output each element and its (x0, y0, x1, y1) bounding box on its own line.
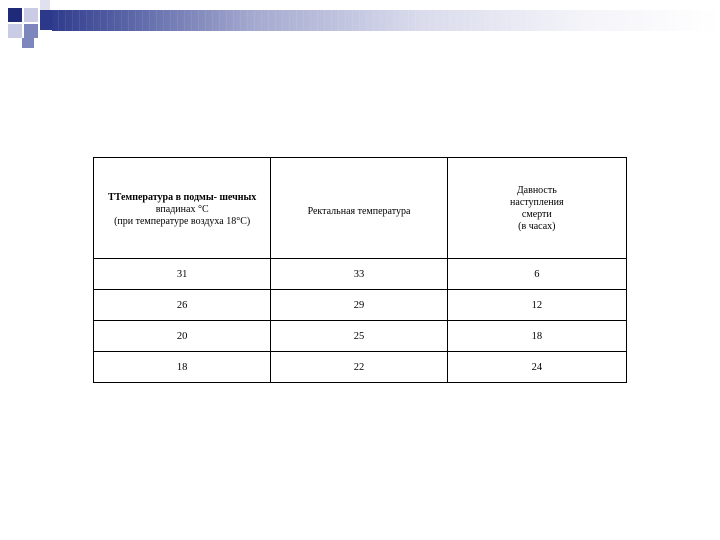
table-header-row (94, 158, 627, 259)
header-line: наступления (510, 197, 564, 208)
header-rectal-temperature (271, 158, 447, 259)
header-time-since-death (447, 158, 626, 259)
header-line: Ректальная температура (307, 206, 411, 217)
table-row (94, 321, 627, 352)
table-cell: 12 (447, 290, 626, 321)
table-cell: 25 (271, 321, 447, 352)
table-cell: 26 (94, 290, 271, 321)
table-cell: 18 (94, 352, 271, 383)
header-gradient-bar (52, 10, 720, 31)
table-row (94, 259, 627, 290)
table-row (94, 352, 627, 383)
table-cell: 29 (271, 290, 447, 321)
header-square-light (8, 24, 22, 38)
header-line: смерти (521, 209, 552, 220)
table-cell: 6 (447, 259, 626, 290)
table-cell: 20 (94, 321, 271, 352)
header-line: впадинах °С (155, 204, 209, 215)
header-line: (в часах) (518, 221, 556, 232)
table-cell: 22 (271, 352, 447, 383)
header-square-light (24, 8, 38, 22)
table-row (94, 290, 627, 321)
header-line: Давность (516, 185, 557, 196)
table-cell: 24 (447, 352, 626, 383)
header-square-mid (22, 38, 34, 48)
data-table (93, 157, 627, 383)
header-square-mid (24, 24, 38, 38)
header-square-light (40, 0, 50, 10)
header-armpit-temperature (94, 158, 271, 259)
header-line: (при температуре воздуха 18°С) (114, 216, 251, 227)
header-square-dark (40, 10, 52, 30)
header-line: ТТемпература в подмы- шечных (108, 192, 257, 203)
table-cell: 31 (94, 259, 271, 290)
header-square-dark (8, 8, 22, 22)
table-cell: 18 (447, 321, 626, 352)
table-cell: 33 (271, 259, 447, 290)
